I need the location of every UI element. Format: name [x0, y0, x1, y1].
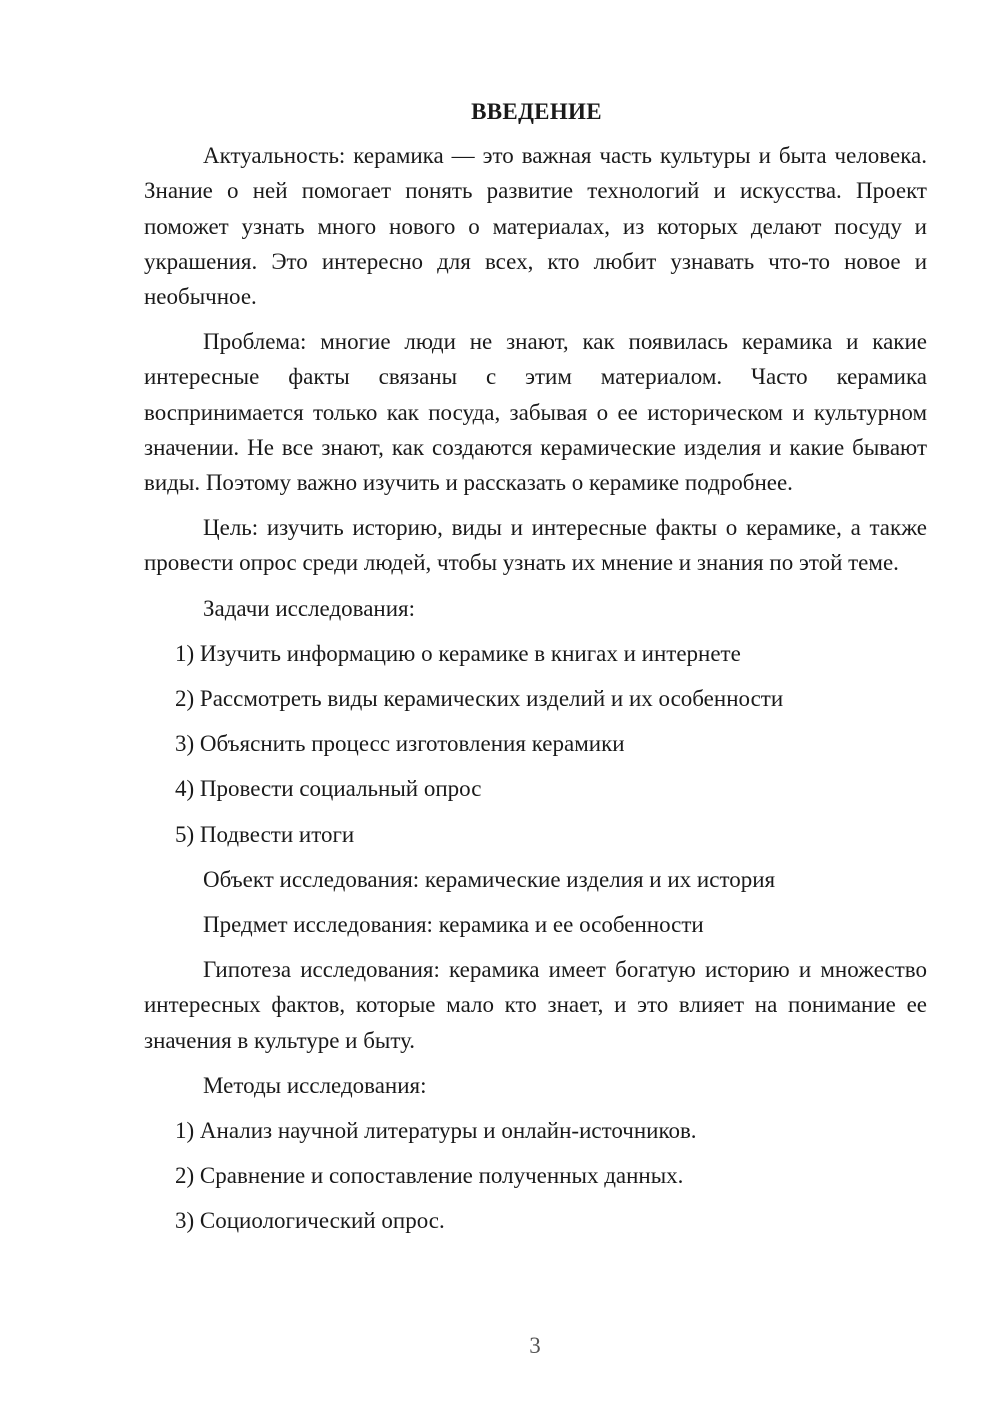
tasks-heading: Задачи исследования:	[203, 595, 416, 621]
list-item: 1) Анализ научной литературы и онлайн-источников.	[175, 1118, 697, 1144]
relevance-paragraph: Актуальность: керамика — это важная часть культуры и быта человека. Знание о ней помогает понять развитие технологий и искусства. Проект поможет узнать много нового о материалах, из которых делают посуду и украшения. Это интересно для всех, кто любит узнавать что-то новое и необычное.	[144, 143, 927, 310]
list-item: 4) Провести социальный опрос	[175, 776, 482, 802]
research-subject: Предмет исследования: керамика и ее особенности	[203, 912, 704, 938]
list-item: 1) Изучить информацию о керамике в книгах и интернете	[175, 640, 741, 666]
list-item: 3) Социологический опрос.	[175, 1208, 445, 1234]
research-object: Объект исследования: керамические изделия и их история	[203, 866, 776, 892]
page-number: 3	[529, 1333, 541, 1358]
methods-heading: Методы исследования:	[203, 1072, 427, 1098]
tasks-list	[144, 636, 927, 852]
list-item: 5) Подвести итоги	[175, 821, 355, 847]
document-body	[144, 94, 927, 1249]
methods-list	[144, 1113, 927, 1239]
list-item: 2) Рассмотреть виды керамических изделий и их особенности	[175, 686, 784, 712]
list-item: 2) Сравнение и сопоставление полученных данных.	[175, 1163, 684, 1189]
page-title: ВВЕДЕНИЕ	[471, 99, 602, 124]
hypothesis-paragraph: Гипотеза исследования: керамика имеет богатую историю и множество интересных фактов, которые мало кто знает, и это влияет на понимание ее значения в культуре и быту.	[144, 957, 927, 1053]
list-item: 3) Объяснить процесс изготовления керамики	[175, 731, 625, 757]
goal-paragraph: Цель: изучить историю, виды и интересные факты о керамике, а также провести опрос среди людей, чтобы узнать их мнение и знания по этой теме.	[144, 515, 927, 576]
problem-paragraph: Проблема: многие люди не знают, как появилась керамика и какие интересные факты связаны с этим материалом. Часто керамика воспринимается только как посуда, забывая о ее историческом и культурном значении. Не все знают, как создаются керамические изделия и какие бывают виды. Поэтому важно изучить и рассказать о керамике подробнее.	[144, 329, 927, 496]
